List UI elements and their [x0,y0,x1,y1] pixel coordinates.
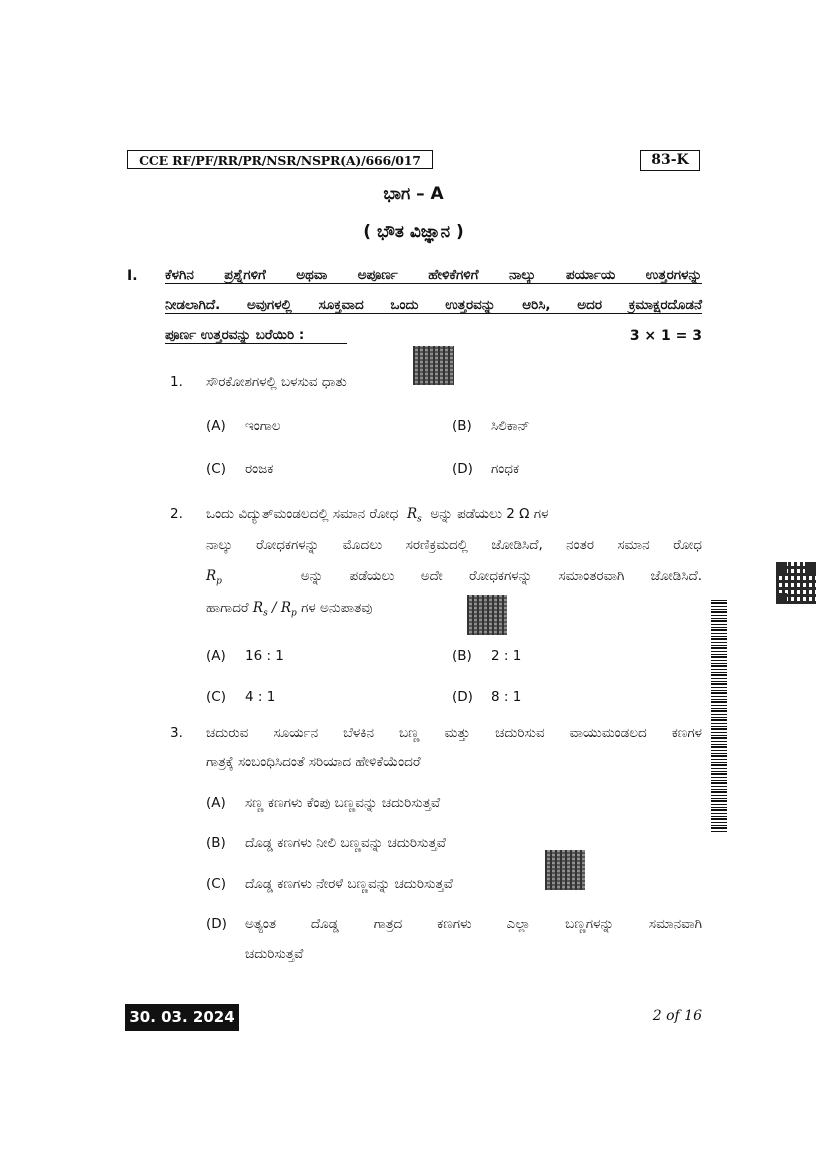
q2-option-c-text: 4 : 1 [245,689,276,705]
q1-option-c-label: (C) [206,461,226,477]
q3-option-d-label: (D) [206,916,227,932]
q1-option-a-label: (A) [206,418,226,434]
symbol-r: R [252,600,264,616]
q3-option-a-text: ಸಣ್ಣ ಕಣಗಳು ಕೆಂಪು ಬಣ್ಣವನ್ನು ಚದುರಿಸುತ್ತವೆ [245,795,441,811]
symbol-r: R [206,568,217,584]
ratio-slash: / [271,600,277,616]
section-number: I. [127,268,138,284]
question-2-line-1 [206,506,548,525]
q2-option-a-text: 16 : 1 [245,648,284,664]
exam-date: 30. 03. 2024 [125,1004,239,1031]
question-2-line-4 [206,600,372,619]
subscript-s: s [263,608,268,619]
page-number: 2 of 16 [652,1008,702,1024]
q1-option-b-text: ಸಿಲಿಕಾನ್ [491,418,530,434]
barcode-icon [711,598,727,832]
q3-option-d-text: ಅತ್ಯಂತ ದೊಡ್ಡ ಗಾತ್ರದ ಕಣಗಳು ಎಲ್ಲಾ ಬಣ್ಣಗಳನ್ನು ಸಮಾನವಾಗಿ [245,916,702,932]
q1-option-d-text: ಗಂಧಕ [491,461,520,477]
q1-option-d-label: (D) [452,461,473,477]
part-title: ಭಾಗ – A [383,184,444,204]
instruction-line-3: ಪೂರ್ಣ ಉತ್ತರವನ್ನು ಬರೆಯಿರಿ : [165,327,347,344]
q3-option-c-label: (C) [206,876,226,892]
ratio-rs-rp [252,600,297,619]
q2-line4-a: ಹಾಗಾದರೆ [206,600,249,616]
q2-line3-text: ಅನ್ನು ಪಡೆಯಲು ಅದೇ ರೋಧಕಗಳನ್ನು ಸಮಾಂತರವಾಗಿ ಜೋಡಿಸಿದೆ. [300,568,702,584]
part-subject: ( ಭೌತ ವಿಜ್ಞಾನ ) [363,222,464,242]
section-marks: 3 × 1 = 3 [629,328,702,344]
q1-option-c-text: ರಂಜಕ [245,461,274,477]
question-2-line-3 [206,568,702,587]
symbol-rp [206,568,222,587]
question-3-qr-code-icon [545,850,585,890]
q3-option-a-label: (A) [206,795,226,811]
question-3-line-2: ಗಾತ್ರಕ್ಕೆ ಸಂಬಂಧಿಸಿದಂತೆ ಸರಿಯಾದ ಹೇಳಿಕೆಯೆಂದರೆ [206,754,421,770]
q1-option-a-text: ಇಂಗಾಲ [245,418,281,434]
q2-option-d-label: (D) [452,689,473,705]
symbol-rs [406,506,422,525]
q3-option-d-text-2: ಚದುರಿಸುತ್ತವೆ [245,946,304,962]
question-1-qr-code-icon [413,346,454,385]
q2-line1-b: ಅನ್ನು ಪಡೆಯಲು 2 Ω ಗಳ [430,506,549,522]
q2-option-b-text: 2 : 1 [491,648,522,664]
question-3-line-1: ಚದುರುವ ಸೂರ್ಯನ ಬೆಳಕಿನ ಬಣ್ಣ ಮತ್ತು ಚದುರಿಸುವ ವಾಯುಮಂಡಲದ ಕಣಗಳ [206,725,702,741]
subscript-p: p [291,608,297,619]
q3-option-c-text: ದೊಡ್ಡ ಕಣಗಳು ನೇರಳೆ ಬಣ್ಣವನ್ನು ಚದುರಿಸುತ್ತವೆ [245,876,453,892]
subscript-p: p [216,576,222,587]
question-2-line-2: ನಾಲ್ಕು ರೋಧಕಗಳನ್ನು ಮೊದಲು ಸರಣಿಕ್ರಮದಲ್ಲಿ ಜೋಡಿಸಿದೆ, ನಂತರ ಸಮಾನ ರೋಧ [206,537,702,553]
q2-option-b-label: (B) [452,648,472,664]
question-number-3: 3. [170,725,183,741]
subject-code: 83-K [640,150,700,171]
page-qr-code-icon [776,562,816,604]
question-number-2: 2. [170,506,183,522]
instruction-line-2: ನೀಡಲಾಗಿದೆ. ಅವುಗಳಲ್ಲಿ ಸೂಕ್ತವಾದ ಒಂದು ಉತ್ತರವನ್ನು ಆರಿಸಿ, ಅದರ ಕ್ರಮಾಕ್ಷರದೊಡನೆ [165,297,702,313]
subscript-s: s [417,514,422,525]
symbol-r: R [406,506,418,522]
q2-option-c-label: (C) [206,689,226,705]
q2-option-a-label: (A) [206,648,226,664]
question-number-1: 1. [170,374,183,390]
q1-option-b-label: (B) [452,418,472,434]
q3-option-b-text: ದೊಡ್ಡ ಕಣಗಳು ನೀಲಿ ಬಣ್ಣವನ್ನು ಚದುರಿಸುತ್ತವೆ [245,835,446,851]
instruction-text-1: ಕೆಳಗಿನ ಪ್ರಶ್ನೆಗಳಿಗೆ ಅಥವಾ ಅಪೂರ್ಣ ಹೇಳಿಕೆಗಳಿಗೆ ನಾಲ್ಕು ಪರ್ಯಾಯ ಉತ್ತರಗಳನ್ನು [165,267,702,283]
q2-line1-a: ಒಂದು ವಿದ್ಯುತ್‌ಮಂಡಲದಲ್ಲಿ ಸಮಾನ ರೋಧ [206,506,399,522]
symbol-r: R [280,600,292,616]
question-text-1: ಸೌರಕೋಶಗಳಲ್ಲಿ ಬಳಸುವ ಧಾತು [206,374,347,390]
q3-option-b-label: (B) [206,835,226,851]
question-2-qr-code-icon [467,595,507,635]
instruction-line-1 [165,267,702,283]
q2-line4-b: ಗಳ ಅನುಪಾತವು [301,600,373,616]
paper-code: CCE RF/PF/RR/PR/NSR/NSPR(A)/666/017 [127,150,433,169]
q2-option-d-text: 8 : 1 [491,689,522,705]
